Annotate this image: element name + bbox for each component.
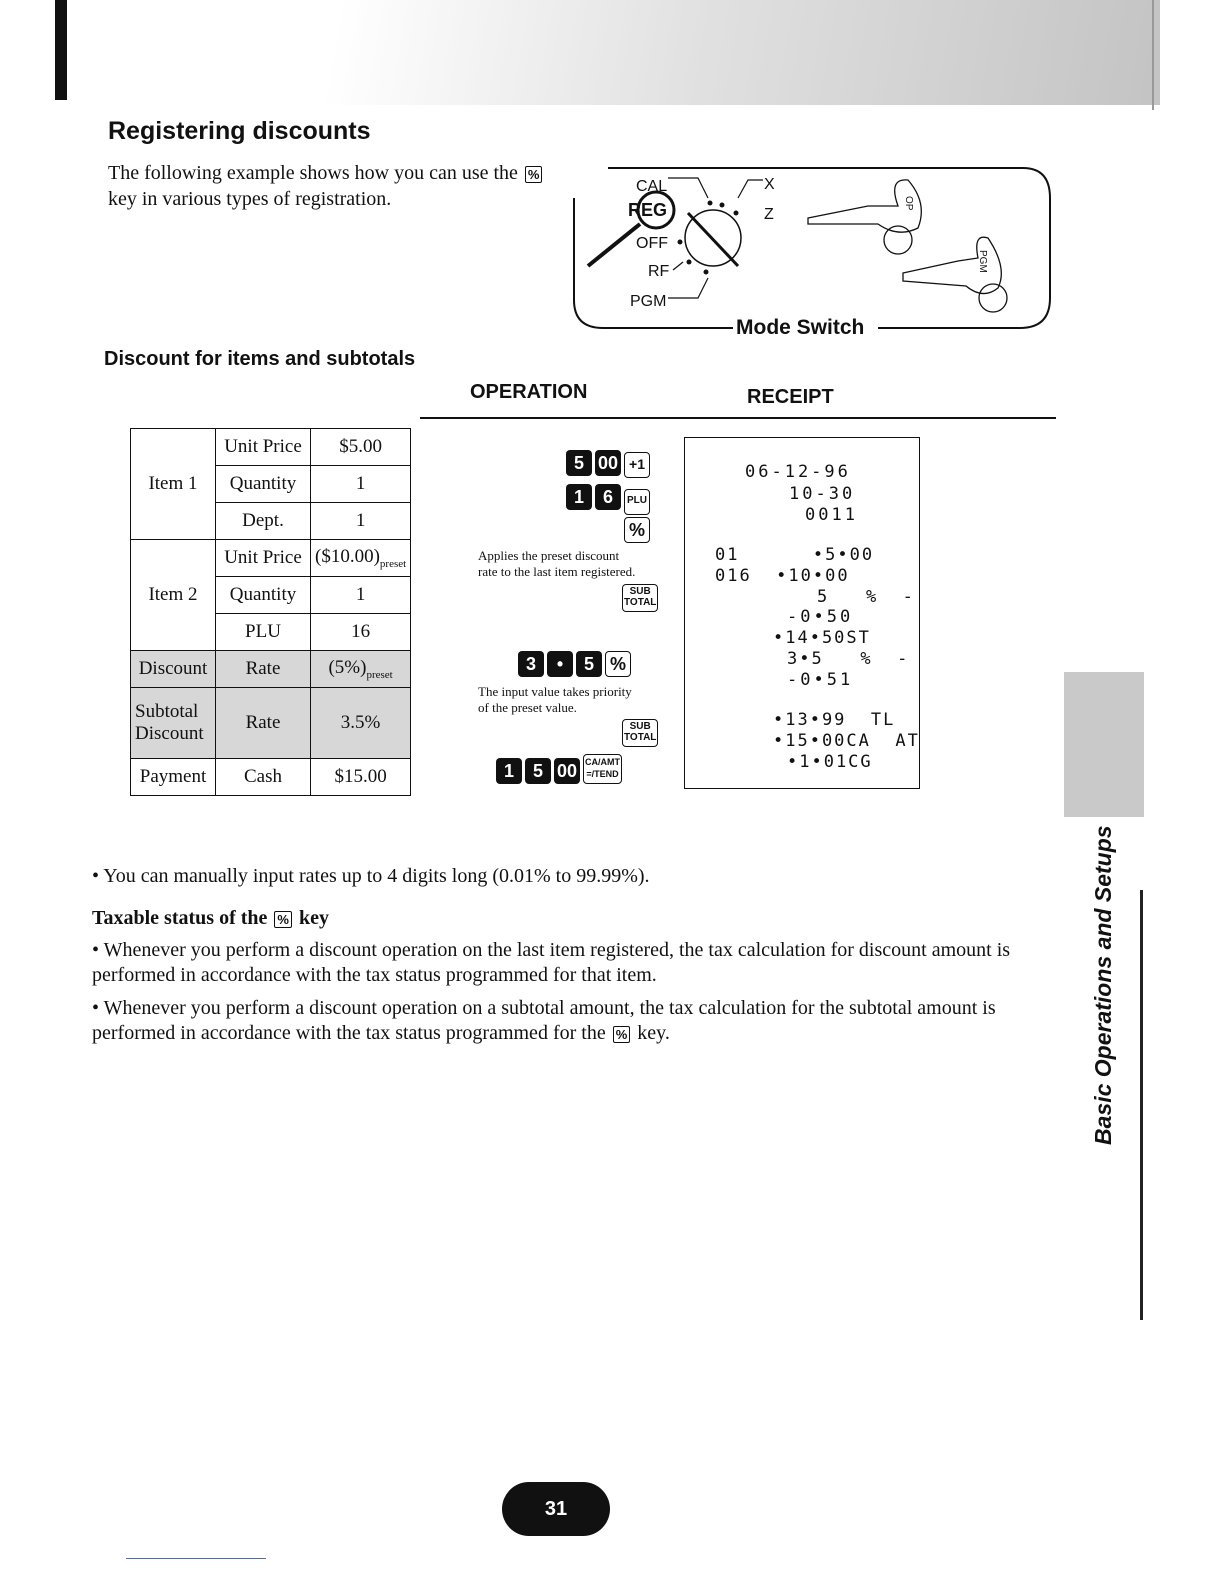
receipt-line: 3•5 % -: [787, 649, 910, 669]
table-cell: Quantity: [216, 466, 311, 503]
bullet3-before: • Whenever you perform a discount operation on a subtotal amount, the tax calculation for the subtotal amount is performed in accordance with the tax status programmed for the: [92, 997, 996, 1044]
key-00: 00: [554, 758, 580, 784]
pos-off: OFF: [636, 235, 668, 252]
receipt-line: •15•00CA AT: [773, 731, 920, 751]
table-cell: Rate: [216, 688, 311, 759]
note-line: The input value takes priority: [478, 684, 632, 699]
right-edge-line-top: [1152, 0, 1154, 110]
key-5: 5: [576, 651, 602, 677]
discount-word: Discount: [135, 723, 204, 744]
intro-before: The following example shows how you can use the: [108, 162, 518, 184]
table-cell: [311, 540, 411, 577]
pos-rf: RF: [648, 263, 670, 280]
key-total-line: TOTAL: [624, 732, 657, 743]
table-cell: Rate: [216, 651, 311, 688]
discount-label: Discount: [131, 651, 216, 688]
key-6: 6: [595, 484, 621, 510]
op-pct-1: [624, 517, 653, 543]
operation-header: OPERATION: [470, 381, 588, 403]
op-row-1: [566, 450, 653, 478]
key-1: 1: [496, 758, 522, 784]
table-cell: 16: [311, 614, 411, 651]
key-3: 3: [518, 651, 544, 677]
percent-key-icon: %: [274, 911, 292, 928]
table-cell: Cash: [216, 759, 311, 796]
page-title: Registering discounts: [108, 117, 371, 145]
key-1: 1: [566, 484, 592, 510]
pgm-key-label: PGM: [977, 250, 988, 273]
items-table: [130, 428, 411, 796]
preset-sub: preset: [379, 557, 407, 570]
op-note-2: [478, 684, 632, 716]
side-tab-label: Basic Operations and Setups: [1090, 825, 1116, 1145]
note-line: Applies the preset discount: [478, 548, 620, 563]
op-subtotal-2: [622, 719, 661, 747]
payment-label: Payment: [131, 759, 216, 796]
bullet-rate-range: • You can manually input rates up to 4 digits long (0.01% to 99.99%).: [92, 865, 650, 887]
table-cell: Dept.: [216, 503, 311, 540]
receipt-header: RECEIPT: [747, 386, 834, 408]
key-plus1: +1: [624, 452, 650, 478]
key-sub-line: SUB: [629, 586, 651, 597]
op-subtotal-1: [622, 584, 661, 612]
subtotal-discount-label: [131, 688, 216, 759]
header-shading: [130, 0, 1160, 105]
subtotal-word: Subtotal: [135, 701, 199, 722]
discount-value: (5%): [328, 657, 367, 679]
pos-z: Z: [764, 206, 774, 223]
receipt-line: •14•50ST: [773, 628, 871, 648]
key-percent: %: [605, 651, 631, 677]
receipt-line: 5 % -: [817, 587, 915, 607]
mode-switch-label: Mode Switch: [736, 316, 865, 339]
percent-key-icon: %: [613, 1026, 631, 1043]
receipt-line: 10-30: [789, 484, 856, 504]
preset-sub: preset: [366, 668, 393, 681]
table-cell: $5.00: [311, 429, 411, 466]
key-5: 5: [525, 758, 551, 784]
op-note-1: [478, 548, 635, 580]
receipt-line: -0•51: [787, 670, 854, 690]
bullet-item-discount-tax: • Whenever you perform a discount operation on the last item registered, the tax calculation for discount amount is performed in accordance with the tax status programmed for that item.: [92, 939, 1011, 986]
left-edge-bar: [55, 0, 67, 100]
receipt-line: 0011: [805, 505, 858, 525]
intro-text: [108, 160, 568, 212]
section-title: Discount for items and subtotals: [104, 348, 416, 370]
table-cell: Quantity: [216, 577, 311, 614]
bottom-rule: [126, 1558, 266, 1559]
table-cell: 1: [311, 466, 411, 503]
key-ca-amt-tend: [583, 754, 622, 784]
key-plu: PLU: [624, 489, 650, 515]
op-row-3: [518, 651, 634, 677]
key-subtotal: [622, 719, 658, 747]
bullet-subtotal-discount-tax: [92, 996, 1052, 1046]
op-row-2: [566, 484, 653, 515]
key-tend-line: =/TEND: [586, 769, 619, 779]
key-dot: •: [547, 651, 573, 677]
note-line: rate to the last item registered.: [478, 564, 636, 579]
table-cell: Unit Price: [216, 540, 311, 577]
table-cell: 3.5%: [311, 688, 411, 759]
receipt-line: •13•99 TL: [773, 710, 896, 730]
taxable-before: Taxable status of the: [92, 907, 268, 929]
item1-label: Item 1: [131, 429, 216, 540]
percent-key-icon: %: [525, 166, 543, 183]
key-5: 5: [566, 450, 592, 476]
pos-cal: CAL: [636, 178, 668, 195]
header-rule: [420, 417, 1056, 419]
receipt-line: -0•50: [787, 607, 854, 627]
pos-x: X: [764, 176, 775, 193]
table-cell: [311, 651, 411, 688]
key-subtotal: [622, 584, 658, 612]
key-00: 00: [595, 450, 621, 476]
key-ca-line: CA/AMT: [585, 757, 620, 767]
pos-pgm: PGM: [630, 293, 667, 310]
item2-label: Item 2: [131, 540, 216, 651]
table-cell: $15.00: [311, 759, 411, 796]
receipt-line: 01 •5•00: [715, 545, 875, 565]
receipt-line: •1•01CG: [787, 752, 873, 772]
receipt-line: 06-12-96: [745, 462, 851, 482]
bullet3-after: key.: [637, 1022, 670, 1044]
side-tab-shade: [1064, 672, 1144, 817]
table-cell: PLU: [216, 614, 311, 651]
pos-reg: REG: [628, 200, 668, 220]
mode-switch-illustration: [568, 158, 1058, 343]
receipt-line: 016 •10•00: [715, 566, 850, 586]
op-row-4: [496, 754, 625, 784]
item2-price: ($10.00): [315, 546, 380, 568]
op-key-label: OP: [903, 196, 914, 211]
table-cell: Unit Price: [216, 429, 311, 466]
taxable-heading: [92, 906, 1052, 931]
key-total-line: TOTAL: [624, 597, 657, 608]
table-cell: 1: [311, 577, 411, 614]
page-number: 31: [502, 1482, 610, 1536]
key-percent: %: [624, 517, 650, 543]
right-edge-line: [1140, 890, 1143, 1320]
note-line: of the preset value.: [478, 700, 577, 715]
key-sub-line: SUB: [629, 721, 651, 732]
intro-after: key in various types of registration.: [108, 188, 392, 210]
table-cell: 1: [311, 503, 411, 540]
taxable-after: key: [298, 907, 329, 929]
receipt: [684, 437, 920, 789]
